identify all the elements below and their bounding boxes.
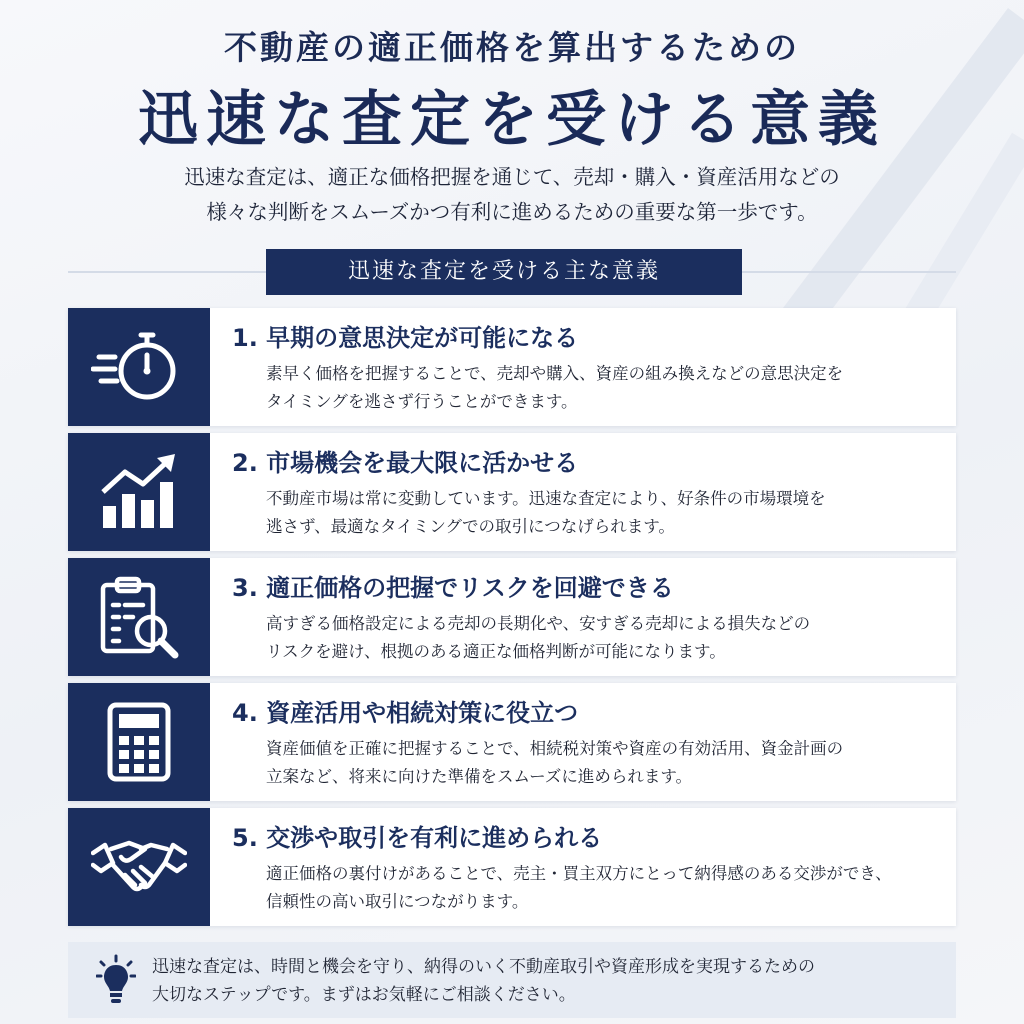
benefit-title: 2. 市場機会を最大限に活かせる <box>232 449 579 477</box>
benefit-card <box>68 808 956 926</box>
benefit-description <box>266 860 892 916</box>
footer-message <box>152 953 815 1009</box>
lightbulb-icon <box>96 954 136 1006</box>
benefit-title: 5. 交渉や取引を有利に進められる <box>232 824 603 852</box>
benefit-description <box>266 485 826 541</box>
benefit-description-line: リスクを避け、根拠のある適正な価格判断が可能になります。 <box>266 642 726 661</box>
benefit-description-line: タイミングを逃さず行うことができます。 <box>266 392 578 411</box>
benefit-title: 4. 資産活用や相続対策に役立つ <box>232 699 579 727</box>
benefit-card <box>68 433 956 551</box>
benefit-icon-box <box>68 308 210 426</box>
benefit-icon-box <box>68 808 210 926</box>
intro-line: 様々な判断をスムーズかつ有利に進めるための重要な第一歩です。 <box>206 200 818 224</box>
footer-callout <box>68 942 956 1018</box>
benefit-card <box>68 308 956 426</box>
footer-line: 大切なステップです。まずはお気軽にご相談ください。 <box>152 985 576 1005</box>
calculator-icon <box>107 702 171 782</box>
benefit-description-line: 不動産市場は常に変動しています。迅速な査定により、好条件の市場環境を <box>266 489 826 508</box>
benefit-icon-box <box>68 558 210 676</box>
benefit-icon-box <box>68 683 210 801</box>
benefit-description-line: 資産価値を正確に把握することで、相続税対策や資産の有効活用、資金計画の <box>266 739 844 758</box>
clipboard-search-icon <box>97 575 181 659</box>
intro-line: 迅速な査定は、適正な価格把握を通じて、売却・購入・資産活用などの <box>184 165 840 189</box>
benefit-title: 3. 適正価格の把握でリスクを回避できる <box>232 574 674 602</box>
benefit-description <box>266 360 843 416</box>
benefit-description-line: 立案など、将来に向けた準備をスムーズに進められます。 <box>266 767 693 786</box>
benefit-description-line: 素早く価格を把握することで、売却や購入、資産の組み換えなどの意思決定を <box>266 364 844 383</box>
section-heading: 迅速な査定を受ける主な意義 <box>266 249 742 295</box>
benefit-description-line: 適正価格の裏付けがあることで、売主・買主双方にとって納得感のある交渉ができ、 <box>266 864 892 883</box>
benefit-card <box>68 558 956 676</box>
benefit-card <box>68 683 956 801</box>
benefit-description-line: 逃さず、最適なタイミングでの取引につなげられます。 <box>266 517 675 536</box>
stopwatch-icon <box>91 327 187 407</box>
benefit-description <box>266 735 843 791</box>
handshake-icon <box>91 835 187 899</box>
benefit-description-line: 信頼性の高い取引につながります。 <box>266 892 529 911</box>
benefit-title: 1. 早期の意思決定が可能になる <box>232 324 579 352</box>
footer-line: 迅速な査定は、時間と機会を守り、納得のいく不動産取引や資産形成を実現するための <box>152 957 815 977</box>
page-subtitle: 不動産の適正価格を算出するための <box>224 28 800 67</box>
intro-text <box>0 160 1024 230</box>
benefit-description <box>266 610 810 666</box>
growth-chart-icon <box>99 454 179 530</box>
page-title: 迅速な査定を受ける意義 <box>138 85 886 155</box>
benefit-description-line: 高すぎる価格設定による売却の長期化や、安すぎる売却による損失などの <box>266 614 811 633</box>
benefit-icon-box <box>68 433 210 551</box>
